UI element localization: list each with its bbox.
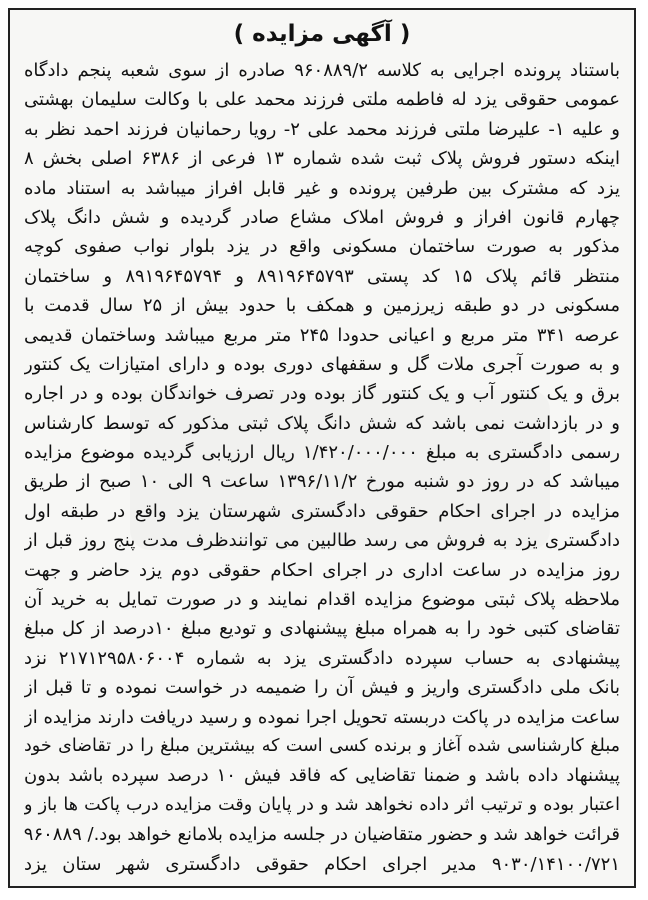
notice-line: و به صورت آجری ملات گل و سقفهای دوری بوده و دارای امتیازات یک کنتور xyxy=(24,353,620,375)
notice-line: میباشد که در روز دو شنبه مورخ ۱۳۹۶/۱۱/۲ ساعت ۹ الی ۱۰ صبح از طریق xyxy=(24,471,620,493)
notice-line: باستناد پرونده اجرایی به کلاسه ۹۶۰۸۸۹/۲ صادره از سوی شعبه پنجم دادگاه xyxy=(24,60,620,81)
notice-line: برق و یک کنتور آب و یک کنتور گاز بوده ودر تصرف خواندگان بوده و در اجاره xyxy=(24,383,620,405)
notice-line: پیشنهاد داده باشد و ضمنا تقاضایی که فاقد فیش ۱۰ درصد سپرده باشد بدون xyxy=(24,765,620,787)
notice-line: ملاحظه پلاک ثبتی موضوع مزایده اقدام نمایند و در صورت تمایل به خرید آن xyxy=(24,589,620,611)
notice-line: مذکور به صورت ساختمان مسکونی واقع در یزد بلوار نواب صفوی کوچه xyxy=(24,236,620,258)
notice-line: یزد که مشترک بین طرفین پرونده و غیر قابل افراز میباشد به استناد ماده xyxy=(24,177,620,199)
notice-line: قرائت خواهد شد و حضور متقاضیان در جلسه مزایده بلامانع خواهد بود./ ۹۶۰۸۸۹ xyxy=(24,824,620,846)
notice-line: و در بازداشت نمی باشد که شش دانگ پلاک ثبتی مذکور که توسط کارشناس xyxy=(24,412,620,434)
notice-body xyxy=(24,56,620,879)
notice-title: ( آگهی مزایده ) xyxy=(233,21,411,47)
notice-line: رسمی دادگستری به مبلغ ۱/۴۲۰/۰۰۰/۰۰۰ ریال ارزیابی گردیده موضوع مزایده xyxy=(24,442,620,464)
notice-line: مزایده در اجرای احکام حقوقی دادگستری شهرستان یزد واقع در طبقه اول xyxy=(24,500,620,522)
notice-line: عرصه ۳۴۱ متر مربع و اعیانی حدودا ۲۴۵ متر مربع میباشد وساختمان قدیمی xyxy=(24,324,620,346)
notice-line: پیشنهادی به حساب سپرده دادگستری یزد به شماره ۲۱۷۱۲۹۵۸۰۶۰۰۴ نزد xyxy=(24,647,620,669)
notice-line: ساعت مزایده در پاکت دربسته تحویل اجرا نموده و رسید دریافت دارند مزایده از xyxy=(24,706,620,728)
notice-line: چهارم قانون افراز و فروش املاک مشاع صادر گردیده و شش دانگ پلاک xyxy=(24,206,620,228)
notice-line: مسکونی در دو طبقه زیرزمین و همکف با حدود بیش از ۲۵ سال قدمت با xyxy=(24,295,620,317)
notice-line: عمومی حقوقی یزد له فاطمه ملتی فرزند محمد علی با وکالت سلیمان بهشتی xyxy=(24,89,620,111)
notice-signature-line: ۹۰۳۰/۱۴۱۰۰/۷۲۱ مدیر اجرای احکام حقوقی دادگستری شهر ستان یزد xyxy=(24,853,620,875)
notice-line: اعتبار بوده و ترتیب اثر داده نخواهد شد و در پایان وقت مزایده درب پاکت ها باز و xyxy=(24,794,620,815)
notice-line: تقاضای کتبی خود را به همراه مبلغ پیشنهادی و تودیع مبلغ ۱۰درصد از کل مبلغ xyxy=(24,618,620,640)
notice-line: دادگستری یزد به فروش می رسد طالبین می توانندظرف مدت پنج روز قبل از xyxy=(24,530,620,552)
notice-line: اینکه دستور فروش پلاک ثبت شده شماره ۱۳ فرعی از ۶۳۸۶ اصلی بخش ۸ xyxy=(24,148,620,170)
notice-line: و علیه ۱- علیرضا ملتی فرزند محمد علی ۲- رویا رحمانیان فرزند احمد نظر به xyxy=(24,118,620,140)
notice-line: مبلغ کارشناسی شده آغاز و برنده کسی است که بیشترین مبلغ را در تقاضای خود xyxy=(24,735,620,756)
notice-frame xyxy=(8,8,636,888)
notice-line: بانک ملی دادگستری واریز و فیش آن را ضمیمه در خواست نموده و تا قبل از xyxy=(24,677,620,699)
notice-line: منتظر قائم پلاک ۱۵ کد پستی ۸۹۱۹۶۴۵۷۹۳ و ۸۹۱۹۶۴۵۷۹۴ و ساختمان xyxy=(24,265,620,287)
notice-line: روز مزایده در ساعت اداری در اجرای احکام حقوقی دوم یزد حاضر و جهت xyxy=(24,559,620,581)
